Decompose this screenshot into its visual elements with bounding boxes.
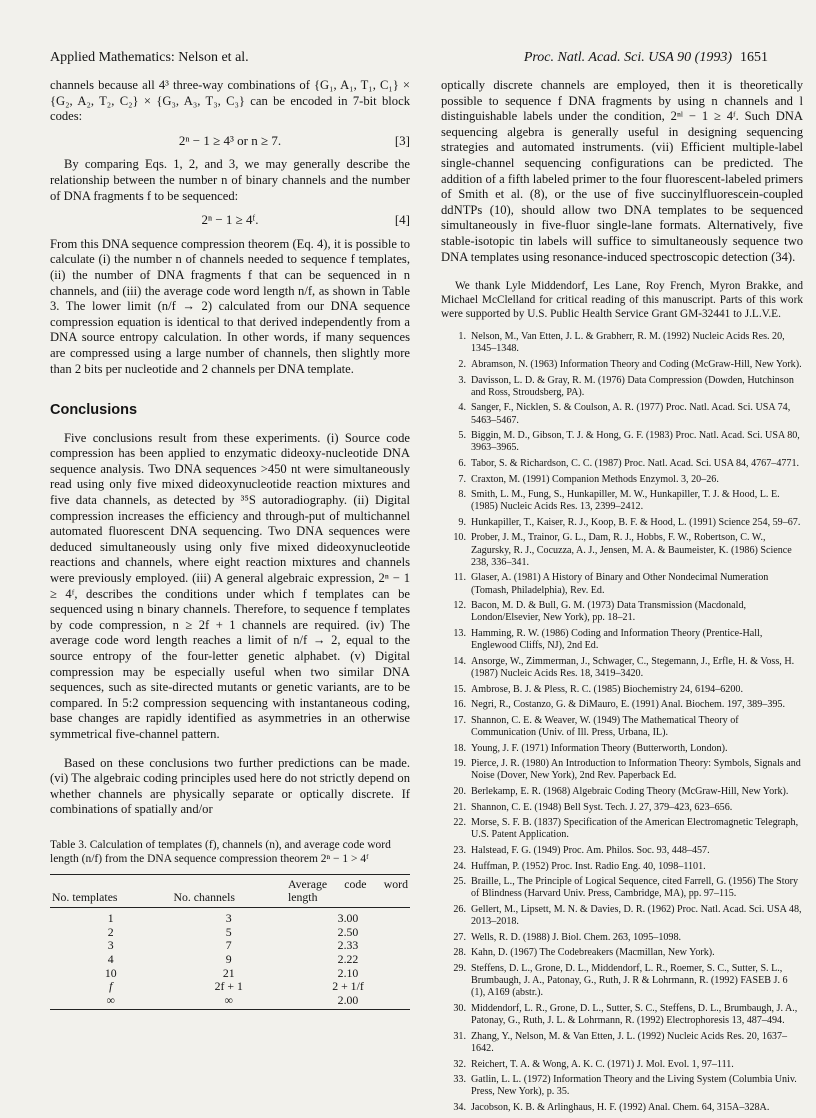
reference-item xyxy=(441,963,803,1000)
reference-text: Smith, L. M., Fung, S., Hunkapiller, M. W., Hunkapiller, T. J. & Hood, L. E. (1985) Nucleic Acids Res. 13, 2399–2412. xyxy=(471,489,780,513)
reference-item xyxy=(441,532,803,569)
reference-number: 26. xyxy=(453,904,466,916)
reference-number: 18. xyxy=(453,742,466,754)
reference-number: 3. xyxy=(458,374,466,386)
reference-number: 23. xyxy=(453,845,466,857)
left-column xyxy=(50,78,410,1010)
table-cell: 2.00 xyxy=(286,994,410,1010)
reference-text: Pierce, J. R. (1980) An Introduction to Information Theory: Symbols, Signals and Noise (Dover, New York), 2nd Rev. Paperback Ed. xyxy=(471,758,801,782)
table-cell: 21 xyxy=(222,965,235,980)
reference-text: Tabor, S. & Richardson, C. C. (1987) Proc. Natl. Acad. Sci. USA 84, 4767–4771. xyxy=(471,457,800,469)
reference-number: 11. xyxy=(453,572,466,584)
table-cell: 5 xyxy=(225,924,232,939)
paragraph: By comparing Eqs. 1, 2, and 3, we may generally describe the relationship between the number n of binary channels and the number of DNA fragments f to be sequenced: xyxy=(50,157,410,203)
table-cell: 10 xyxy=(104,965,117,980)
reference-text: Steffens, D. L., Grone, D. L., Middendorf, L. R., Roemer, S. C., Sutter, S. L., Brumbaugh, J. A., Patonay, G., Ruth, J. R & Lohrmann, R. (1992) FASEB J. 6 (1), A169 (abstr.). xyxy=(471,963,788,999)
reference-text: Shannon, C. E. (1948) Bell Syst. Tech. J. 27, 379–423, 623–656. xyxy=(471,801,733,813)
reference-number: 2. xyxy=(458,358,466,370)
paragraph: optically discrete channels are employed, then it is theoretically possible to sequence f DNA fragments by using n channels and l distinguishable labels under the condition, 2ⁿˡ − 1 ≥ 4ᶠ. Such DNA sequencing algebra is generally useful in designing sequencing strategies and automated instruments. (vii) Efficient multiple-label single-channel sequencing configurations can be predicted. The addition of a fifth labeled primer to the four fluorescent-labeled primers of Smith et al. (8), or the use of five succinylfluorescein-coupled ddNTPs (10), should allow two DNA templates to be sequenced simultaneously in five-fluor single-lane formats. Alternatively, five stable-isotopic tin labels will suffice to simultaneously sequence two DNA templates using resonance-induced spectroscopic detection (34). xyxy=(441,78,803,264)
reference-number: 13. xyxy=(453,628,466,640)
reference-text: Young, J. F. (1971) Information Theory (Butterworth, London). xyxy=(471,742,728,754)
table-cell: 2.33 xyxy=(337,938,359,953)
table-row xyxy=(50,994,410,1010)
reference-text: Kahn, D. (1967) The Codebreakers (Macmillan, New York). xyxy=(471,947,715,959)
table-cell: ∞ xyxy=(171,994,286,1010)
reference-item xyxy=(441,572,803,596)
reference-text: Gatlin, L. L. (1972) Information Theory and the Living System (Columbia Univ. Press, New York), p. 35. xyxy=(471,1074,797,1098)
table-cell: 9 xyxy=(225,951,232,966)
section-heading: Conclusions xyxy=(50,402,138,419)
reference-number: 5. xyxy=(458,430,466,442)
reference-text: Negri, R., Costanzo, G. & DiMauro, E. (1991) Anal. Biochem. 197, 389–395. xyxy=(471,699,785,711)
paragraph: Based on these conclusions two further predictions can be made. (vi) The algebraic coding principles used here do not strictly depend on whether channels are physically separate or optically discrete. If combinations of spatially and/or xyxy=(50,755,410,817)
reference-text: Biggin, M. D., Gibson, T. J. & Hong, G. F. (1983) Proc. Natl. Acad. Sci. USA 80, 3963–3965. xyxy=(471,430,800,454)
reference-item xyxy=(441,430,803,454)
reference-text: Zhang, Y., Nelson, M. & Van Etten, J. L. (1992) Nucleic Acids Res. 20, 1637–1642. xyxy=(471,1030,788,1054)
reference-number: 20. xyxy=(453,786,466,798)
reference-text: Morse, S. F. B. (1837) Specification of the American Electromagnetic Telegraph, U.S. Patent Application. xyxy=(471,817,799,841)
reference-item xyxy=(441,1074,803,1098)
reference-number: 25. xyxy=(453,876,466,888)
reference-item xyxy=(441,458,803,470)
right-column xyxy=(441,78,803,1118)
reference-number: 19. xyxy=(453,758,466,770)
reference-number: 9. xyxy=(458,516,466,528)
table-cell: 2 + 1/f xyxy=(332,979,364,994)
table-3 xyxy=(50,874,410,1010)
reference-number: 29. xyxy=(453,963,466,974)
reference-item xyxy=(441,1031,803,1055)
reference-item xyxy=(441,1102,803,1114)
table-row xyxy=(50,953,410,967)
reference-item xyxy=(441,1059,803,1071)
paragraph: channels because all 4³ three-way combinations of {G₁, A₁, T₁, C₁} × {G₂, A₂, T₂, C₂} × {G₃, A₃, T₃, C₃} can be encoded in 7-bit block codes: xyxy=(50,78,410,124)
reference-text: Berlekamp, E. R. (1968) Algebraic Coding Theory (McGraw-Hill, New York). xyxy=(471,786,789,798)
equation-number: [3] xyxy=(394,132,410,148)
reference-number: 17. xyxy=(453,714,466,726)
table-cell: ∞ xyxy=(50,994,171,1010)
table-header-cell: Average code word length xyxy=(286,875,410,908)
reference-item xyxy=(441,1003,803,1027)
equation-text: 2ⁿ − 1 ≥ 4³ or n ≥ 7. xyxy=(178,132,282,148)
paragraph: Five conclusions result from these experiments. (i) Source code compression has been applied to enzymatic dideoxy-nucleotide DNA sequence analysis. Two DNA sequences >450 nt were simultaneously read using only five mixed dideoxynucleotide reaction mixtures and five data channels, as detected by ³⁵S autoradiography. (ii) Digital compression increases the efficiency and through-put of multichannel automated fluorescent DNA sequencing. Two DNA sequences were deduced simultaneously using only five mixed dideoxynucleotide reactions and channels, where eight reaction mixtures and channels were previously employed. (iii) A general algebraic expression, 2ⁿ − 1 ≥ 4ᶠ, describes the conditions under which f templates can be sequenced using n binary channels. Therefore, to sequence f templates by code compression, n ≥ 2f + 1 channels are required. (iv) The average code word length reaches a limit of n/f → 2, equal to the source entropy of the four-letter genetic alphabet. (v) Digital compression may be especially useful when two similar DNA sequences, such as site-directed mutants or genetic variants, are to be compared. In 5:2 compression sequencing with instantaneous coding, base changes are rapidly identified as asymmetries in an otherwise symmetrical five-channel pattern. xyxy=(50,430,410,741)
reference-number: 12. xyxy=(453,600,466,612)
reference-number: 28. xyxy=(453,947,466,959)
reference-text: Middendorf, L. R., Grone, D. L., Sutter, S. C., Steffens, D. L., Brumbaugh, J. A., Patonay, G., Ruth, J. L. & Lohrmann, R. (1992) Electrophoresis 13, 487–494. xyxy=(471,1003,798,1027)
reference-number: 14. xyxy=(453,655,466,667)
table-cell: 3 xyxy=(225,911,232,926)
reference-text: Shannon, C. E. & Weaver, W. (1949) The Mathematical Theory of Communication (Univ. of Ill. Press, Urbana, IL). xyxy=(471,714,739,739)
paragraph: From this DNA sequence compression theorem (Eq. 4), it is possible to calculate (i) the number n of channels needed to sequence f templates, (ii) the number of DNA fragments f that can be sequenced in n channels, and (iii) the average code word length n/f, as shown in Table 3. The lower limit (n/f → 2) calculated from our DNA sequence compression equation is identical to that derived independently from a DNA source entropy calculation. In other words, if many sequences are compressed using a large number of channels, then slightly more than 2 bits per nucleotide and 2 channels per DNA template. xyxy=(50,236,410,376)
table-cell: 2.10 xyxy=(337,965,359,980)
reference-list xyxy=(441,331,803,1114)
table-header-cell: No. channels xyxy=(171,875,286,908)
equation-4 xyxy=(50,212,410,228)
reference-item xyxy=(441,517,803,529)
reference-item xyxy=(441,684,803,696)
reference-number: 22. xyxy=(453,817,466,829)
reference-text: Wells, R. D. (1988) J. Biol. Chem. 263, 1095–1098. xyxy=(471,931,682,943)
reference-number: 33. xyxy=(453,1074,466,1086)
reference-number: 1. xyxy=(458,331,466,343)
reference-item xyxy=(441,743,803,755)
table-row xyxy=(50,926,410,940)
table-cell: 2.22 xyxy=(337,951,359,966)
table-header-cell: No. templates xyxy=(50,875,171,908)
reference-item xyxy=(441,876,803,900)
table-row xyxy=(50,939,410,953)
reference-number: 32. xyxy=(453,1058,466,1070)
journal-name: Proc. Natl. Acad. Sci. USA 90 (1993) xyxy=(523,50,732,65)
reference-item xyxy=(441,628,803,652)
reference-item xyxy=(441,802,803,814)
reference-number: 34. xyxy=(453,1101,466,1113)
reference-text: Nelson, M., Van Etten, J. L. & Grabherr, R. M. (1992) Nucleic Acids Res. 20, 1345–1348. xyxy=(471,331,785,355)
reference-item xyxy=(441,699,803,711)
reference-item xyxy=(441,656,803,680)
reference-item xyxy=(441,947,803,959)
reference-number: 21. xyxy=(453,801,466,813)
table-header-row xyxy=(50,875,410,908)
reference-item xyxy=(441,817,803,841)
reference-text: Huffman, P. (1952) Proc. Inst. Radio Eng. 40, 1098–1101. xyxy=(471,860,706,872)
page-number: 1651 xyxy=(740,50,768,65)
reference-text: Craxton, M. (1991) Companion Methods Enzymol. 3, 20–26. xyxy=(471,473,719,485)
reference-item xyxy=(441,758,803,782)
reference-item xyxy=(441,861,803,873)
reference-text: Braille, L., The Principle of Logical Sequence, cited Farrell, G. (1956) The Story of Blindness (Harvard Univ. Press, Cambridge, MA), pp. 97–115. xyxy=(471,876,799,900)
table-cell: 7 xyxy=(225,938,232,953)
reference-number: 6. xyxy=(458,457,466,469)
reference-number: 27. xyxy=(453,931,466,943)
journal-citation xyxy=(524,50,768,66)
table-row xyxy=(50,967,410,981)
running-head: Applied Mathematics: Nelson et al. xyxy=(50,50,249,65)
acknowledgments: We thank Lyle Middendorf, Les Lane, Roy French, Myron Brakke, and Michael McClelland for critical reading of this manuscript. Parts of this work were supported by U.S. Public Health Service Grant GM-32441 to J.L.V.E. xyxy=(441,280,803,321)
reference-number: 30. xyxy=(453,1003,466,1014)
table-cell: f xyxy=(109,979,113,994)
reference-number: 8. xyxy=(458,489,466,501)
table-caption: Table 3. Calculation of templates (f), channels (n), and average code word length (n/f) from the DNA sequence compression theorem 2ⁿ − 1 > 4ᶠ xyxy=(50,838,391,865)
reference-text: Glaser, A. (1981) A History of Binary and Other Nondecimal Numeration (Tomash, Philadelphia), Rev. Ed. xyxy=(471,572,769,596)
table-cell: 2 xyxy=(107,924,114,939)
reference-number: 10. xyxy=(453,532,466,544)
reference-item xyxy=(441,359,803,371)
reference-number: 7. xyxy=(458,473,466,485)
reference-number: 16. xyxy=(453,699,466,711)
reference-number: 4. xyxy=(458,402,466,414)
reference-text: Sanger, F., Nicklen, S. & Coulson, A. R. (1977) Proc. Natl. Acad. Sci. USA 74, 5463–5467. xyxy=(471,402,791,426)
reference-text: Davisson, L. D. & Gray, R. M. (1976) Data Compression (Dowden, Hutchinson and Ross, Stroudsberg, PA). xyxy=(471,374,794,398)
reference-item xyxy=(441,845,803,857)
reference-text: Reichert, T. A. & Wong, A. K. C. (1971) J. Mol. Evol. 1, 97–111. xyxy=(471,1058,734,1070)
reference-text: Halstead, F. G. (1949) Proc. Am. Philos. Soc. 93, 448–457. xyxy=(471,845,710,857)
reference-text: Ambrose, B. J. & Pless, R. C. (1985) Biochemistry 24, 6194–6200. xyxy=(471,683,743,695)
reference-text: Bacon, M. D. & Bull, G. M. (1973) Data Transmission (Macdonald, London/Elsevier, New York), pp. 18–21. xyxy=(471,600,747,624)
reference-item xyxy=(441,489,803,513)
reference-item xyxy=(441,904,803,928)
table-cell: 2f + 1 xyxy=(214,979,243,994)
reference-item xyxy=(441,600,803,624)
reference-text: Jacobson, K. B. & Arlinghaus, H. F. (1992) Anal. Chem. 64, 315A–328A. xyxy=(471,1101,770,1113)
table-row xyxy=(50,908,410,926)
reference-item xyxy=(441,331,803,355)
reference-number: 31. xyxy=(453,1030,466,1042)
reference-text: Prober, J. M., Trainor, G. L., Dam, R. J., Hobbs, F. W., Robertson, C. W., Zagursky, R. J., Cocuzza, A. J., Jensen, M. A. & Baumeister, K. (1986) Science 238, 336–341. xyxy=(471,532,792,568)
reference-text: Abramson, N. (1963) Information Theory and Coding (McGraw-Hill, New York). xyxy=(471,358,802,370)
reference-item xyxy=(441,715,803,739)
reference-text: Hunkapiller, T., Kaiser, R. J., Koop, B. F. & Hood, L. (1991) Science 254, 59–67. xyxy=(471,516,801,528)
table-row xyxy=(50,980,410,994)
table-cell: 3 xyxy=(107,938,114,953)
table-cell: 2.50 xyxy=(337,924,359,939)
reference-item xyxy=(441,786,803,798)
reference-text: Ansorge, W., Zimmerman, J., Schwager, C., Stegemann, J., Erfle, H. & Voss, H. (1987) Nucleic Acids Res. 18, 3419–3420. xyxy=(471,655,795,680)
equation-number: [4] xyxy=(394,212,410,228)
table-cell: 3.00 xyxy=(337,911,359,926)
reference-item xyxy=(441,932,803,944)
equation-text: 2ⁿ − 1 ≥ 4ᶠ. xyxy=(201,212,259,228)
equation-3 xyxy=(50,133,410,149)
table-cell: 4 xyxy=(107,951,114,966)
reference-number: 15. xyxy=(453,683,466,695)
reference-number: 24. xyxy=(453,860,466,872)
reference-item xyxy=(441,375,803,399)
reference-item xyxy=(441,474,803,486)
table-cell: 1 xyxy=(107,911,114,926)
reference-item xyxy=(441,402,803,426)
reference-text: Hamming, R. W. (1986) Coding and Information Theory (Prentice-Hall, Englewood Cliffs, NJ), 2nd Ed. xyxy=(471,628,763,652)
reference-text: Gellert, M., Lipsett, M. N. & Davies, D. R. (1962) Proc. Natl. Acad. Sci. USA 48, 2013–2018. xyxy=(471,904,802,928)
